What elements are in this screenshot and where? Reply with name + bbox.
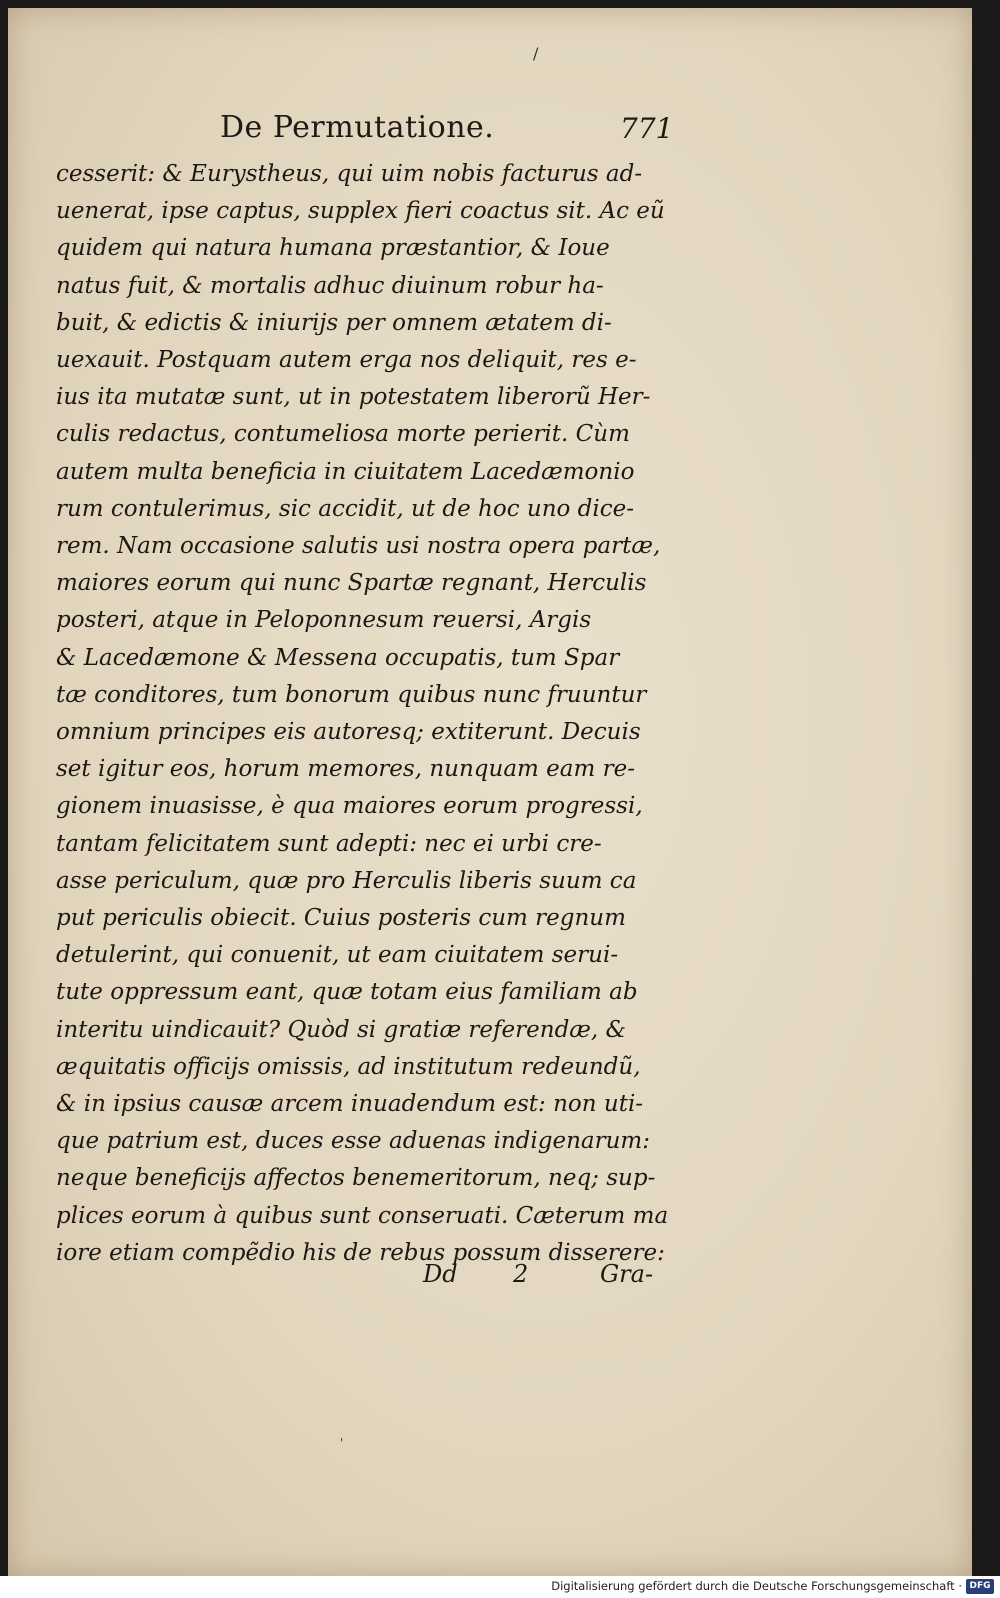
- text-line: asse periculum, quæ pro Herculis liberis suum ca: [56, 867, 637, 894]
- page-number: 771: [620, 112, 674, 145]
- text-line: omnium principes eis autoresq; extiterunt. Decuis: [56, 719, 641, 746]
- text-line: detulerint, qui conuenit, ut eam ciuitatem serui-: [56, 942, 619, 969]
- text-line: uenerat, ipse captus, supplex fieri coactus sit. Ac eũ: [56, 198, 665, 225]
- text-line: autem multa beneficia in ciuitatem Lacedæmonio: [56, 458, 635, 485]
- text-line: iore etiam compẽdio his de rebus possum disserere:: [56, 1239, 665, 1266]
- text-line: culis redactus, contumeliosa morte perierit. Cùm: [56, 421, 630, 448]
- page-header: [8, 108, 972, 152]
- text-line: set igitur eos, horum memores, nunquam eam re-: [56, 756, 635, 783]
- text-line: maiores eorum qui nunc Spartæ regnant, Herculis: [56, 570, 647, 597]
- text-line: rum contulerimus, sic accidit, ut de hoc uno dice-: [56, 495, 635, 522]
- text-line: plices eorum à quibus sunt conseruati. Cæterum ma: [56, 1202, 669, 1229]
- body-text: [56, 156, 686, 1272]
- text-line: tæ conditores, tum bonorum quibus nunc fruuntur: [56, 681, 647, 708]
- text-line: posteri, atque in Peloponnesum reuersi, Argis: [56, 607, 592, 634]
- signature-number: 2: [513, 1260, 529, 1288]
- signature-line: [8, 1260, 972, 1294]
- footer-bar: [0, 1576, 1000, 1598]
- text-line: neque beneficijs affectos benemeritorum, neq; sup-: [56, 1165, 656, 1192]
- signature-mark: Dd: [423, 1260, 458, 1288]
- text-line: tantam felicitatem sunt adepti: nec ei urbi cre-: [56, 830, 602, 857]
- text-line: put periculis obiecit. Cuius posteris cum regnum: [56, 905, 626, 932]
- running-title: De Permutatione.: [220, 110, 495, 145]
- catchword: Gra-: [600, 1260, 654, 1288]
- text-line: que patrium est, duces esse aduenas indigenarum:: [56, 1128, 650, 1155]
- text-line: rem. Nam occasione salutis usi nostra opera partæ,: [56, 533, 661, 560]
- text-line: buit, & edictis & iniurijs per omnem ætatem di-: [56, 309, 612, 336]
- ink-mark: /: [533, 44, 539, 63]
- text-line: uexauit. Postquam autem erga nos deliquit, res e-: [56, 347, 637, 374]
- text-line: quidem qui natura humana præstantior, & Ioue: [56, 235, 610, 262]
- dfg-logo-icon: DFG: [966, 1579, 994, 1594]
- ink-mark: ': [340, 1436, 344, 1450]
- funding-credit: Digitalisierung gefördert durch die Deutsche Forschungsgemeinschaft ·: [551, 1579, 962, 1593]
- text-line: ius ita mutatæ sunt, ut in potestatem liberorũ Her-: [56, 384, 651, 411]
- text-line: gionem inuasisse, è qua maiores eorum progressi,: [56, 793, 643, 820]
- text-line: cesserit: & Eurystheus, qui uim nobis facturus ad-: [56, 161, 643, 187]
- text-line: & in ipsius causæ arcem inuadendum est: non uti-: [56, 1091, 644, 1118]
- text-line: æquitatis officijs omissis, ad institutum redeundũ,: [56, 1053, 641, 1080]
- text-line: tute oppressum eant, quæ totam eius familiam ab: [56, 979, 638, 1006]
- text-line: & Lacedæmone & Messena occupatis, tum Spar: [56, 644, 620, 671]
- book-page: [8, 8, 972, 1576]
- text-line: natus fuit, & mortalis adhuc diuinum robur ha-: [56, 272, 604, 299]
- text-line: interitu uindicauit? Quòd si gratiæ referendæ, &: [56, 1016, 627, 1043]
